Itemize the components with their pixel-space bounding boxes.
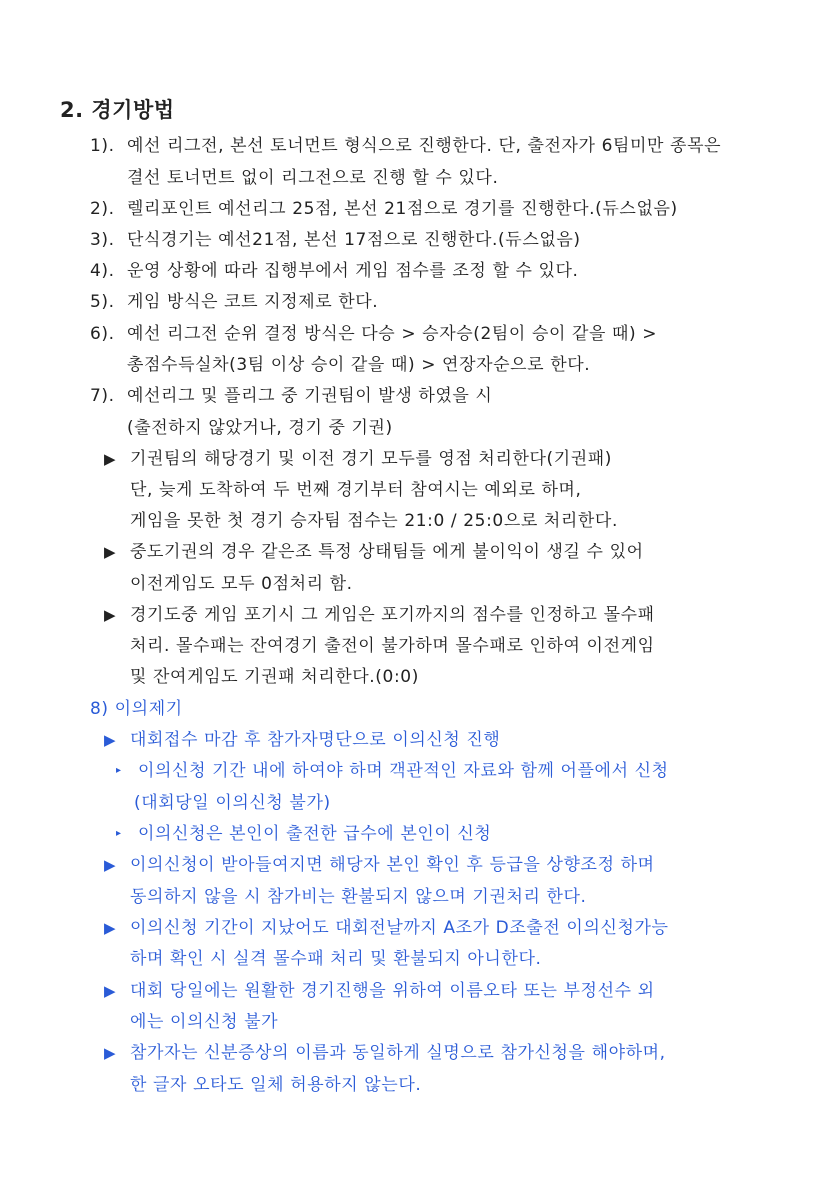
item-text: 렐리포인트 예선리그 25점, 본선 21점으로 경기를 진행한다.(듀스없음) — [127, 199, 678, 219]
item-number: 3). — [90, 230, 115, 250]
bullet-triangle-icon: ▶ — [104, 450, 116, 468]
bullet-text: 게임을 못한 첫 경기 승자팀 점수는 21:0 / 25:0으로 처리한다. — [130, 511, 618, 531]
bullet-text: 및 잔여게임도 기권패 처리한다.(0:0) — [130, 667, 419, 687]
bullet-text: 중도기권의 경우 같은조 특정 상태팀들 에게 불이익이 생길 수 있어 — [130, 542, 644, 562]
item-text: (출전하지 않았거나, 경기 중 기권) — [127, 418, 393, 438]
bullet-triangle-icon: ▶ — [104, 982, 116, 1000]
item-text: 총점수득실차(3팀 이상 승이 같을 때) > 연장자순으로 한다. — [127, 355, 591, 375]
item-number: 4). — [90, 261, 115, 281]
bullet-triangle-icon: ▶ — [104, 731, 116, 749]
item-number: 6). — [90, 324, 115, 344]
section-heading: 2. 경기방법 — [60, 98, 175, 122]
objection-title: 8) 이의제기 — [90, 699, 183, 719]
objection-text: 대회 당일에는 원활한 경기진행을 위하여 이름오타 또는 부정선수 외 — [130, 981, 655, 1001]
bullet-small-triangle-icon: ▸ — [116, 828, 122, 839]
bullet-text: 이전게임도 모두 0점처리 함. — [130, 574, 353, 594]
objection-text: 에는 이의신청 불가 — [130, 1012, 279, 1032]
objection-text: 이의신청이 받아들여지면 해당자 본인 확인 후 등급을 상향조정 하며 — [130, 855, 655, 875]
bullet-text: 처리. 몰수패는 잔여경기 출전이 불가하며 몰수패로 인하여 이전게임 — [130, 636, 655, 656]
bullet-small-triangle-icon: ▸ — [116, 765, 122, 776]
bullet-text: 기권팀의 해당경기 및 이전 경기 모두를 영점 처리한다(기권패) — [130, 449, 613, 469]
bullet-triangle-icon: ▶ — [104, 856, 116, 874]
item-text: 예선 리그전, 본선 토너먼트 형식으로 진행한다. 단, 출전자가 6팀미만 종목은 — [127, 136, 722, 156]
bullet-text: 단, 늦게 도착하여 두 번째 경기부터 참여시는 예외로 하며, — [130, 480, 582, 500]
objection-text: 이의신청은 본인이 출전한 급수에 본인이 신청 — [138, 824, 492, 844]
item-number: 5). — [90, 292, 115, 312]
item-text: 단식경기는 예선21점, 본선 17점으로 진행한다.(듀스없음) — [127, 230, 581, 250]
objection-text: 참가자는 신분증상의 이름과 동일하게 실명으로 참가신청을 해야하며, — [130, 1043, 666, 1063]
objection-text: 이의신청 기간 내에 하여야 하며 객관적인 자료와 함께 어플에서 신청 — [138, 761, 669, 781]
bullet-text: 경기도중 게임 포기시 그 게임은 포기까지의 점수를 인정하고 몰수패 — [130, 605, 655, 625]
bullet-triangle-icon: ▶ — [104, 919, 116, 937]
objection-text: 동의하지 않을 시 참가비는 환불되지 않으며 기권처리 한다. — [130, 887, 587, 907]
item-number: 7). — [90, 386, 115, 406]
objection-text: 이의신청 기간이 지났어도 대회전날까지 A조가 D조출전 이의신청가능 — [130, 918, 669, 938]
item-text: 운영 상황에 따라 집행부에서 게임 점수를 조정 할 수 있다. — [127, 261, 579, 281]
item-text: 게임 방식은 코트 지정제로 한다. — [127, 292, 379, 312]
objection-text: 대회접수 마감 후 참가자명단으로 이의신청 진행 — [130, 730, 501, 750]
item-number: 1). — [90, 136, 115, 156]
item-number: 2). — [90, 199, 115, 219]
objection-text: 한 글자 오타도 일체 허용하지 않는다. — [130, 1075, 422, 1095]
objection-text: 하며 확인 시 실격 몰수패 처리 및 환불되지 아니한다. — [130, 949, 542, 969]
objection-text: (대회당일 이의신청 불가) — [134, 793, 331, 813]
item-text: 결선 토너먼트 없이 리그전으로 진행 할 수 있다. — [127, 168, 499, 188]
bullet-triangle-icon: ▶ — [104, 1044, 116, 1062]
bullet-triangle-icon: ▶ — [104, 606, 116, 624]
bullet-triangle-icon: ▶ — [104, 543, 116, 561]
item-text: 예선리그 및 플리그 중 기권팀이 발생 하였을 시 — [127, 386, 493, 406]
item-text: 예선 리그전 순위 결정 방식은 다승 > 승자승(2팀이 승이 같을 때) > — [127, 324, 658, 344]
